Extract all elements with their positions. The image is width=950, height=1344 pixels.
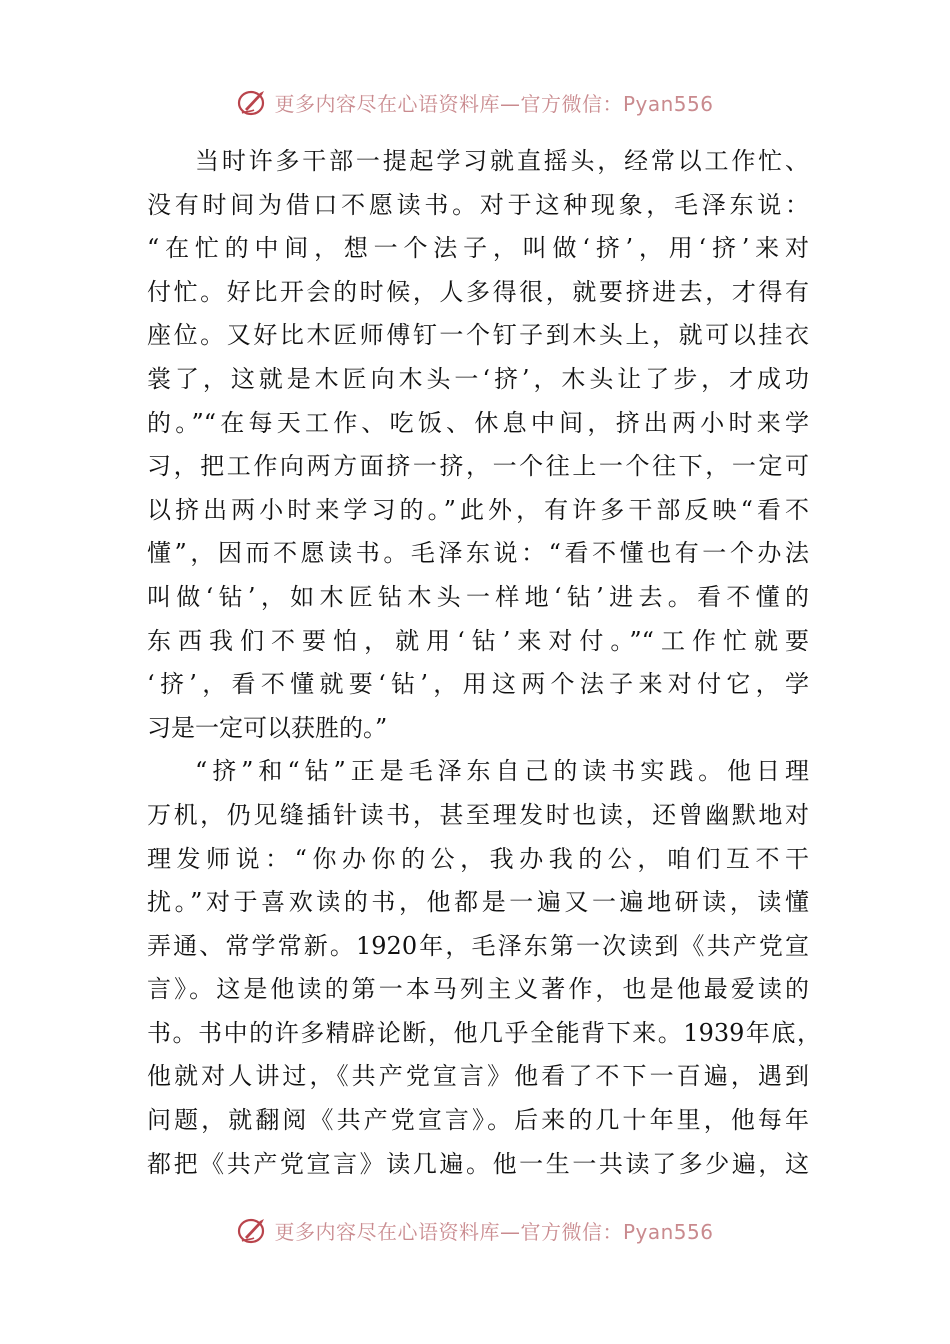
watermark-text: 更多内容尽在心语资料库—官方微信：Pyan556 xyxy=(274,91,714,116)
text-line: 理发师说：“你办你的公，我办我的公，咱们互不干 xyxy=(147,844,809,873)
text-line: 扰。”对于喜欢读的书，他都是一遍又一遍地研读，读懂 xyxy=(147,888,809,917)
text-line: 都把《共产党宣言》读几遍。他一生一共读了多少遍，这 xyxy=(147,1149,809,1178)
watermark-text: 更多内容尽在心语资料库—官方微信：Pyan556 xyxy=(274,1219,714,1244)
text-line: 以挤出两小时来学习的。”此外，有许多干部反映“看不 xyxy=(147,495,809,524)
footer-watermark xyxy=(0,1212,950,1248)
text-line: 万机，仍见缝插针读书，甚至理发时也读，还曾幽默地对 xyxy=(147,800,809,829)
text-line: 言》。这是他读的第一本马列主义著作，也是他最爱读的 xyxy=(147,975,809,1004)
text-line: 东西我们不要怕，就用‘钻’来对付。”“工作忙就要 xyxy=(147,626,809,655)
header-watermark xyxy=(0,84,950,120)
text-line: 座位。又好比木匠师傅钉一个钉子到木头上，就可以挂衣 xyxy=(147,321,809,350)
text-line: 叫做‘钻’，如木匠钻木头一样地‘钻’进去。看不懂的 xyxy=(147,582,809,611)
text-line: ‘挤’，看不懂就要‘钻’，用这两个法子来对付它，学 xyxy=(147,670,809,699)
text-line: 没有时间为借口不愿读书。对于这种现象，毛泽东说： xyxy=(147,190,809,219)
paragraph-1 xyxy=(147,140,809,750)
text-line: 裳了，这就是木匠向木头一‘挤’，木头让了步，才成功 xyxy=(147,364,809,393)
pen-seal-icon xyxy=(236,1215,270,1245)
text-line: 习是一定可以获胜的。” xyxy=(147,713,388,742)
paragraph-2 xyxy=(147,750,821,1186)
article-body xyxy=(147,140,821,1186)
text-line: 习，把工作向两方面挤一挤，一个往上一个往下，一定可 xyxy=(147,452,809,481)
text-line: 付忙。好比开会的时候，人多得很，就要挤进去，才得有 xyxy=(147,277,809,306)
text-line: 懂”，因而不愿读书。毛泽东说：“看不懂也有一个办法 xyxy=(147,539,809,568)
pen-seal-icon xyxy=(236,87,270,117)
text-line: “在忙的中间，想一个法子，叫做‘挤’，用‘挤’来对 xyxy=(147,234,809,263)
text-line: 他就对人讲过，《共产党宣言》他看了不下一百遍，遇到 xyxy=(147,1062,809,1091)
text-line: 的。”“在每天工作、吃饭、休息中间，挤出两小时来学 xyxy=(147,408,809,437)
text-line: 问题，就翻阅《共产党宣言》。后来的几十年里，他每年 xyxy=(147,1106,809,1135)
text-line: “挤”和“钻”正是毛泽东自己的读书实践。他日理 xyxy=(195,757,809,786)
text-line: 当时许多干部一提起学习就直摇头，经常以工作忙、 xyxy=(195,147,809,175)
text-line: 书。书中的许多精辟论断，他几乎全能背下来。1939年底， xyxy=(147,1018,821,1047)
text-line: 弄通、常学常新。1920年，毛泽东第一次读到《共产党宣 xyxy=(147,931,809,960)
